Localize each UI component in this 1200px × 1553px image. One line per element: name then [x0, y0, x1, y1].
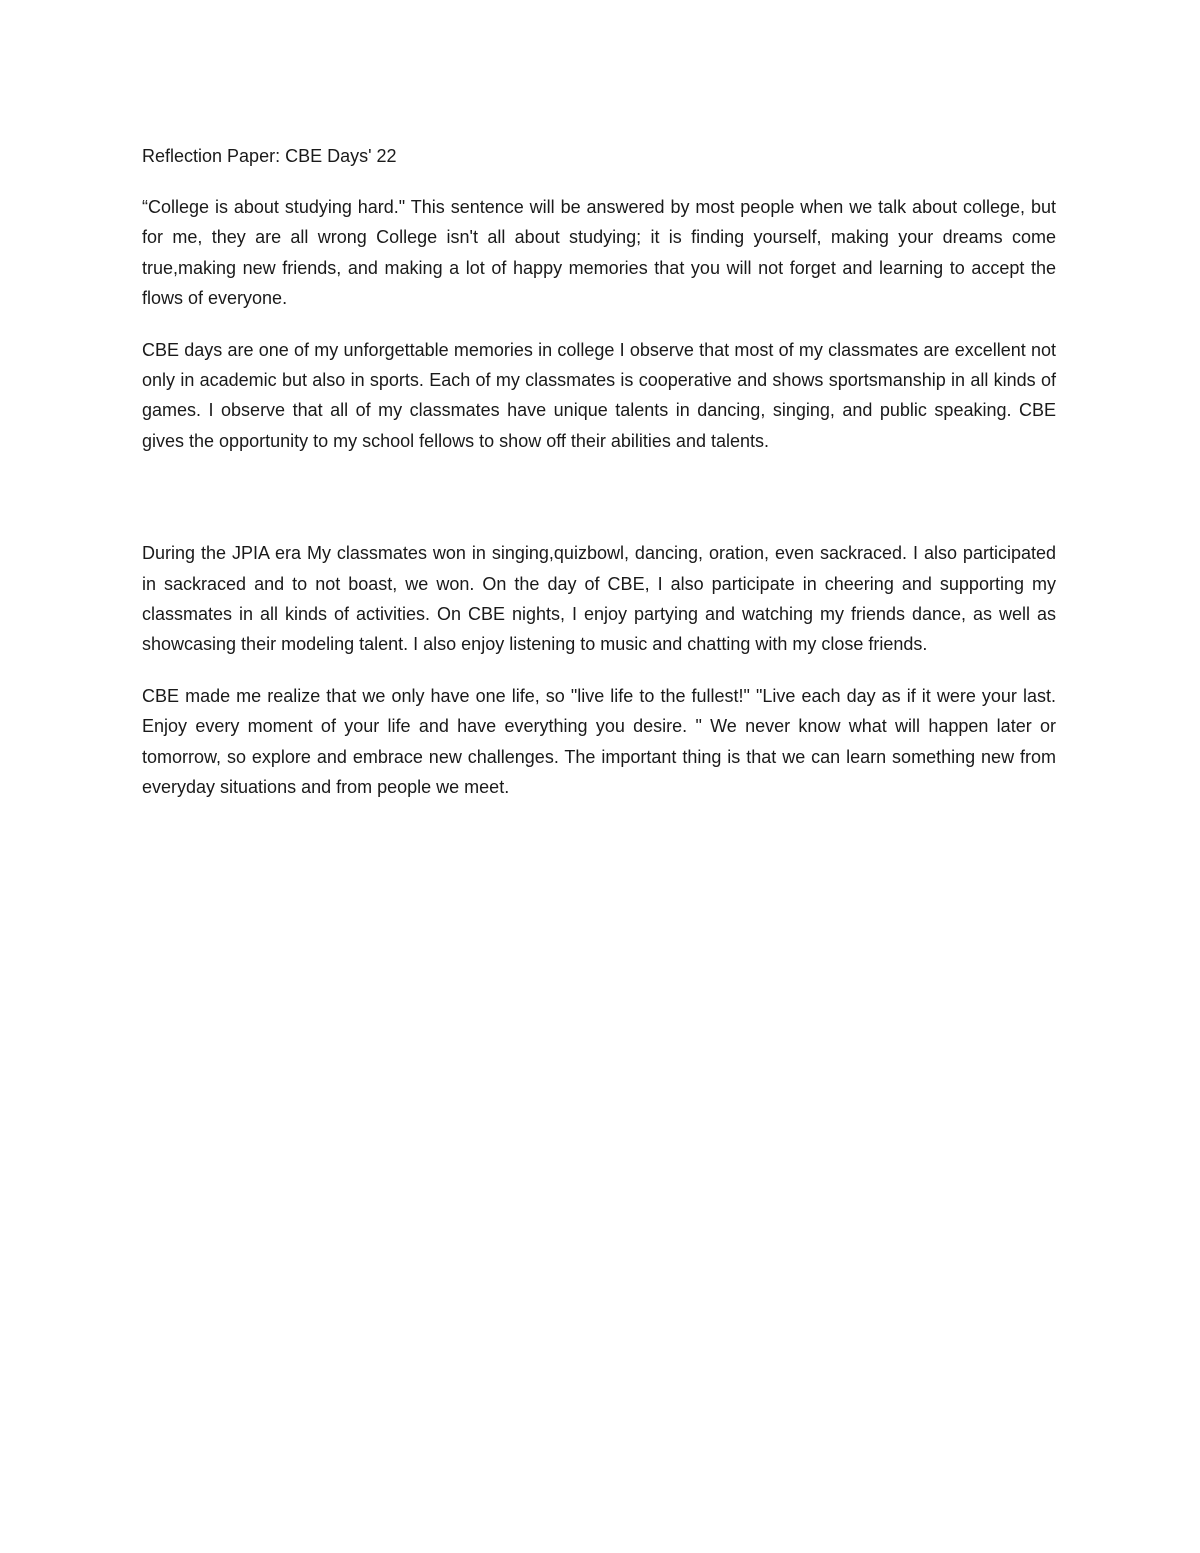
- document-title: Reflection Paper: CBE Days' 22: [142, 146, 397, 166]
- paragraph-intro: “College is about studying hard." This sentence will be answered by most people when we talk about college, but for me, they are all wrong College isn't all about studying; it is finding yourself, making your dreams come true,making new friends, and making a lot of happy memories that you will not forget and learning to accept the flows of everyone.: [142, 197, 1056, 309]
- paragraph-jpia-era: During the JPIA era My classmates won in singing,quizbowl, dancing, oration, even sackraced. I also participated in sackraced and to not boast, we won. On the day of CBE, I also participate in cheering and supporting my classmates in all kinds of activities. On CBE nights, I enjoy partying and watching my friends dance, as well as showcasing their modeling talent. I also enjoy listening to music and chatting with my close friends.: [142, 543, 1056, 655]
- paragraph-conclusion: CBE made me realize that we only have one life, so "live life to the fullest!" "Live each day as if it were your last. Enjoy every moment of your life and have everything you desire. " We never know what will happen later or tomorrow, so explore and embrace new challenges. The important thing is that we can learn something new from everyday situations and from people we meet.: [142, 685, 1056, 798]
- paragraph-cbe-days: CBE days are one of my unforgettable memories in college I observe that most of my classmates are excellent not only in academic but also in sports. Each of my classmates is cooperative and shows sportsmanship in all kinds of games. I observe that all of my classmates have unique talents in dancing, singing, and public speaking. CBE gives the opportunity to my school fellows to show off their abilities and talents.: [142, 339, 1056, 451]
- document-body: [142, 141, 1056, 803]
